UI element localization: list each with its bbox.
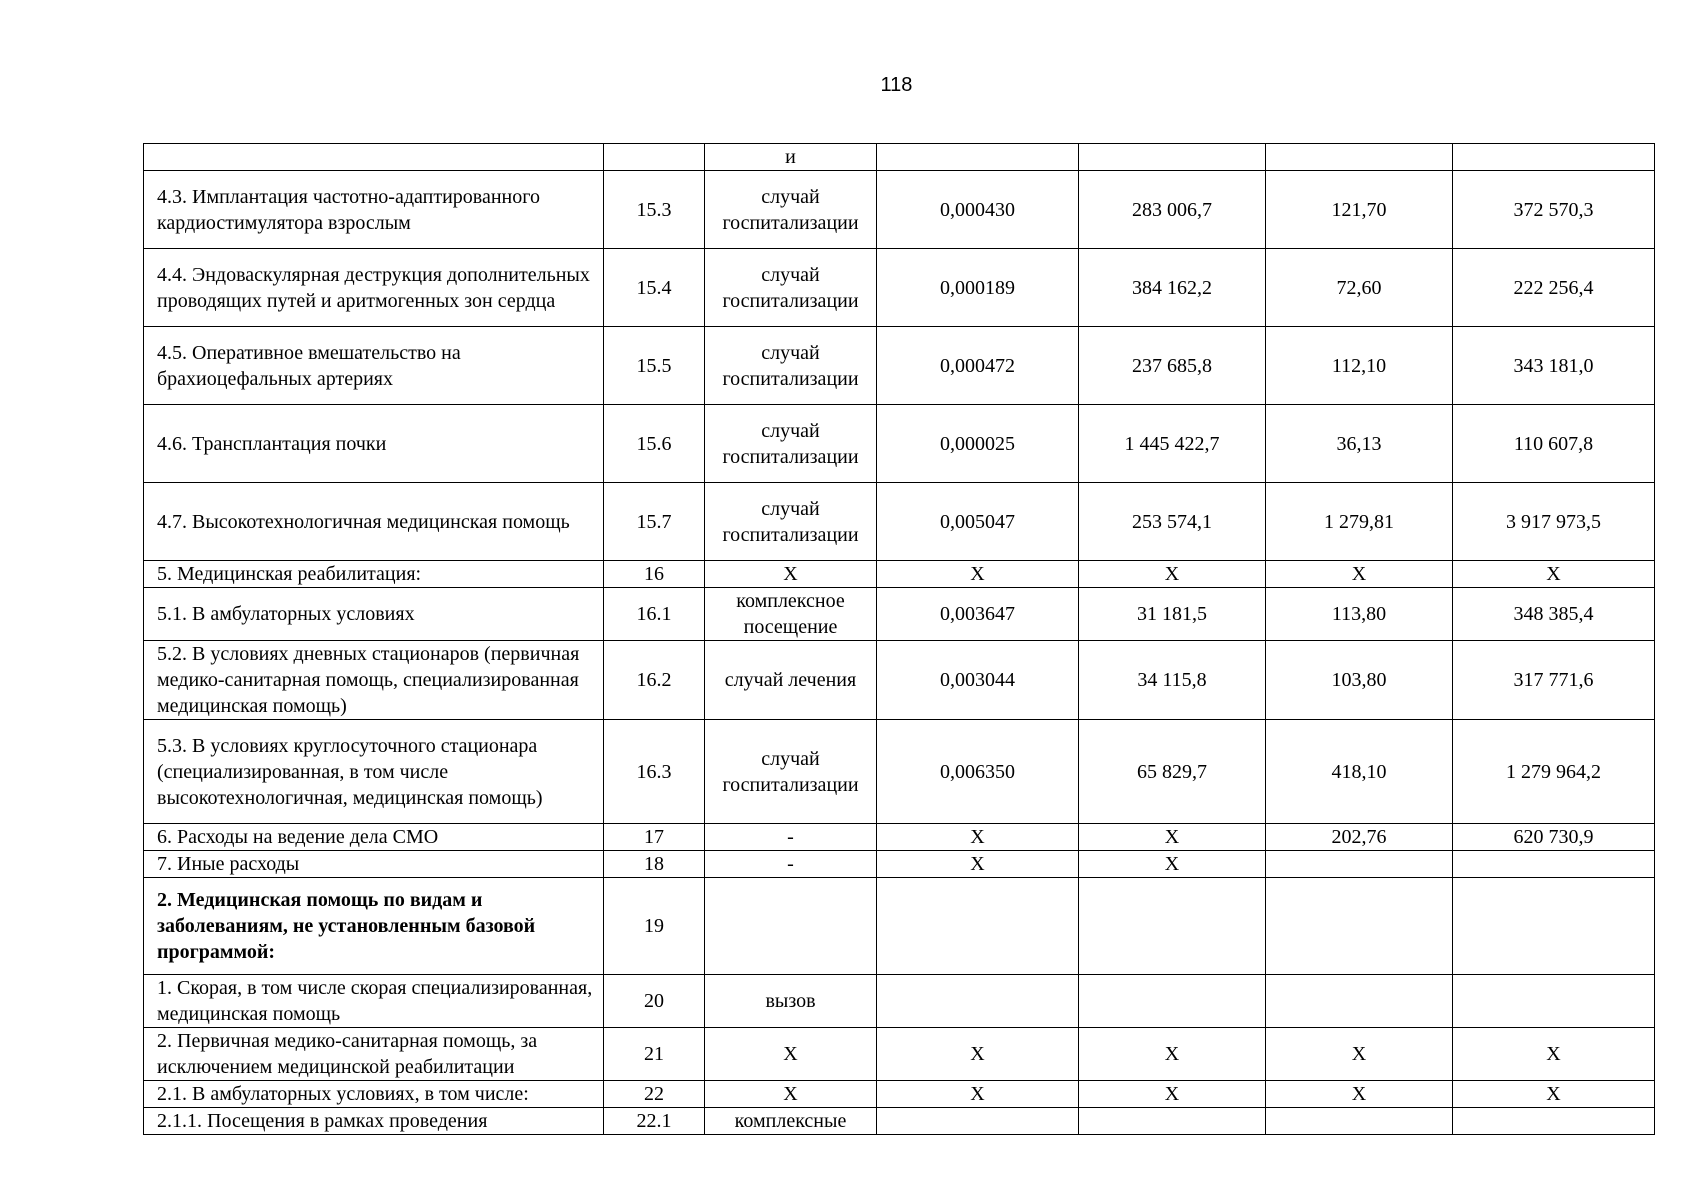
row-col6-cell [1266, 144, 1453, 171]
row-col6-cell: 36,13 [1266, 405, 1453, 483]
row-col6-cell [1266, 975, 1453, 1028]
row-unit-cell: Х [705, 561, 877, 588]
row-col7-cell: 1 279 964,2 [1453, 720, 1655, 824]
row-col5-cell [1079, 975, 1266, 1028]
row-col5-cell: Х [1079, 1028, 1266, 1081]
table-row [144, 483, 1655, 561]
row-name-cell: 4.7. Высокотехнологичная медицинская помощь [144, 483, 604, 561]
row-col4-cell: Х [877, 1081, 1079, 1108]
row-unit-cell: и [705, 144, 877, 171]
table-row [144, 171, 1655, 249]
row-col5-cell: Х [1079, 851, 1266, 878]
row-code-cell: 15.7 [604, 483, 705, 561]
row-col5-cell: Х [1079, 1081, 1266, 1108]
row-col4-cell: Х [877, 1028, 1079, 1081]
row-col6-cell [1266, 851, 1453, 878]
row-col7-cell: Х [1453, 1081, 1655, 1108]
row-name-cell: 4.6. Трансплантация почки [144, 405, 604, 483]
row-name-cell: 2. Медицинская помощь по видам и заболеваниям, не установленным базовой программой: [144, 878, 604, 975]
row-col7-cell: 372 570,3 [1453, 171, 1655, 249]
row-col5-cell [1079, 144, 1266, 171]
table-row [144, 720, 1655, 824]
row-col7-cell: 317 771,6 [1453, 641, 1655, 720]
row-code-cell [604, 144, 705, 171]
row-unit-cell: комплексное посещение [705, 588, 877, 641]
row-col4-cell: 0,000430 [877, 171, 1079, 249]
row-name-cell: 2.1.1. Посещения в рамках проведения [144, 1108, 604, 1135]
row-col6-cell: 202,76 [1266, 824, 1453, 851]
row-col7-cell: 222 256,4 [1453, 249, 1655, 327]
page-number: 118 [880, 74, 913, 96]
row-col7-cell: 343 181,0 [1453, 327, 1655, 405]
row-col4-cell [877, 975, 1079, 1028]
row-unit-cell: вызов [705, 975, 877, 1028]
row-code-cell: 15.5 [604, 327, 705, 405]
row-code-cell: 16.1 [604, 588, 705, 641]
row-col7-cell: 620 730,9 [1453, 824, 1655, 851]
row-code-cell: 15.4 [604, 249, 705, 327]
row-col4-cell: 0,005047 [877, 483, 1079, 561]
table-row [144, 1108, 1655, 1135]
row-col4-cell: Х [877, 824, 1079, 851]
row-name-cell: 6. Расходы на ведение дела СМО [144, 824, 604, 851]
row-col6-cell: Х [1266, 1028, 1453, 1081]
row-col7-cell [1453, 144, 1655, 171]
row-code-cell: 16.3 [604, 720, 705, 824]
row-unit-cell: случай госпитализации [705, 720, 877, 824]
row-unit-cell: случай госпитализации [705, 405, 877, 483]
row-unit-cell: случай госпитализации [705, 327, 877, 405]
row-col4-cell: Х [877, 851, 1079, 878]
row-code-cell: 15.3 [604, 171, 705, 249]
row-name-cell: 1. Скорая, в том числе скорая специализированная, медицинская помощь [144, 975, 604, 1028]
row-col6-cell: 72,60 [1266, 249, 1453, 327]
row-unit-cell: Х [705, 1028, 877, 1081]
table-row [144, 327, 1655, 405]
row-col6-cell: 112,10 [1266, 327, 1453, 405]
table-row [144, 1028, 1655, 1081]
row-col5-cell [1079, 878, 1266, 975]
row-col7-cell: 110 607,8 [1453, 405, 1655, 483]
row-col4-cell [877, 878, 1079, 975]
row-col7-cell [1453, 1108, 1655, 1135]
row-name-cell: 2.1. В амбулаторных условиях, в том числе: [144, 1081, 604, 1108]
row-col5-cell: 253 574,1 [1079, 483, 1266, 561]
row-col7-cell [1453, 851, 1655, 878]
table-body [144, 144, 1655, 1135]
row-col6-cell [1266, 878, 1453, 975]
row-col5-cell: Х [1079, 561, 1266, 588]
row-unit-cell: - [705, 851, 877, 878]
row-col5-cell: 34 115,8 [1079, 641, 1266, 720]
row-col5-cell: 283 006,7 [1079, 171, 1266, 249]
row-code-cell: 19 [604, 878, 705, 975]
row-col5-cell: 384 162,2 [1079, 249, 1266, 327]
row-code-cell: 16 [604, 561, 705, 588]
data-table [143, 143, 1655, 1135]
row-col6-cell: 113,80 [1266, 588, 1453, 641]
row-col6-cell [1266, 1108, 1453, 1135]
row-unit-cell: комплексные [705, 1108, 877, 1135]
row-code-cell: 16.2 [604, 641, 705, 720]
row-code-cell: 17 [604, 824, 705, 851]
row-name-cell: 5.2. В условиях дневных стационаров (первичная медико-санитарная помощь, специализированная медицинская помощь) [144, 641, 604, 720]
row-name-cell: 4.5. Оперативное вмешательство на брахиоцефальных артериях [144, 327, 604, 405]
table-row [144, 851, 1655, 878]
row-name-cell: 2. Первичная медико-санитарная помощь, за исключением медицинской реабилитации [144, 1028, 604, 1081]
row-col6-cell: 121,70 [1266, 171, 1453, 249]
row-code-cell: 21 [604, 1028, 705, 1081]
row-name-cell [144, 144, 604, 171]
table-row [144, 1081, 1655, 1108]
row-col5-cell: 31 181,5 [1079, 588, 1266, 641]
row-name-cell: 5.3. В условиях круглосуточного стационара (специализированная, в том числе высокотехнологичная, медицинская помощь) [144, 720, 604, 824]
table-row [144, 405, 1655, 483]
row-col5-cell: 65 829,7 [1079, 720, 1266, 824]
table-row [144, 588, 1655, 641]
row-col4-cell [877, 1108, 1079, 1135]
row-col6-cell: 103,80 [1266, 641, 1453, 720]
row-col4-cell: 0,000025 [877, 405, 1079, 483]
table-row [144, 641, 1655, 720]
row-unit-cell: случай госпитализации [705, 249, 877, 327]
table-row [144, 144, 1655, 171]
row-name-cell: 5. Медицинская реабилитация: [144, 561, 604, 588]
row-col7-cell: 348 385,4 [1453, 588, 1655, 641]
row-col4-cell: Х [877, 561, 1079, 588]
row-col7-cell [1453, 878, 1655, 975]
row-col5-cell [1079, 1108, 1266, 1135]
row-code-cell: 22.1 [604, 1108, 705, 1135]
row-code-cell: 22 [604, 1081, 705, 1108]
row-name-cell: 4.4. Эндоваскулярная деструкция дополнительных проводящих путей и аритмогенных зон сердца [144, 249, 604, 327]
row-col7-cell [1453, 975, 1655, 1028]
row-col6-cell: Х [1266, 561, 1453, 588]
table-row [144, 975, 1655, 1028]
row-col4-cell: 0,003647 [877, 588, 1079, 641]
row-col5-cell: 237 685,8 [1079, 327, 1266, 405]
table-row [144, 561, 1655, 588]
row-unit-cell: - [705, 824, 877, 851]
row-col6-cell: 418,10 [1266, 720, 1453, 824]
row-col6-cell: 1 279,81 [1266, 483, 1453, 561]
row-name-cell: 4.3. Имплантация частотно-адаптированного кардиостимулятора взрослым [144, 171, 604, 249]
row-col7-cell: Х [1453, 1028, 1655, 1081]
table-row [144, 824, 1655, 851]
row-col5-cell: 1 445 422,7 [1079, 405, 1266, 483]
row-col6-cell: Х [1266, 1081, 1453, 1108]
row-col4-cell: 0,003044 [877, 641, 1079, 720]
row-unit-cell: случай госпитализации [705, 171, 877, 249]
table-row [144, 878, 1655, 975]
row-unit-cell: случай госпитализации [705, 483, 877, 561]
row-col4-cell: 0,000189 [877, 249, 1079, 327]
row-code-cell: 15.6 [604, 405, 705, 483]
table-row [144, 249, 1655, 327]
row-col7-cell: 3 917 973,5 [1453, 483, 1655, 561]
row-col4-cell: 0,000472 [877, 327, 1079, 405]
row-code-cell: 20 [604, 975, 705, 1028]
row-col5-cell: Х [1079, 824, 1266, 851]
row-name-cell: 7. Иные расходы [144, 851, 604, 878]
row-name-cell: 5.1. В амбулаторных условиях [144, 588, 604, 641]
row-col7-cell: Х [1453, 561, 1655, 588]
row-col4-cell: 0,006350 [877, 720, 1079, 824]
row-unit-cell: Х [705, 1081, 877, 1108]
row-unit-cell: случай лечения [705, 641, 877, 720]
row-col4-cell [877, 144, 1079, 171]
row-code-cell: 18 [604, 851, 705, 878]
row-unit-cell [705, 878, 877, 975]
